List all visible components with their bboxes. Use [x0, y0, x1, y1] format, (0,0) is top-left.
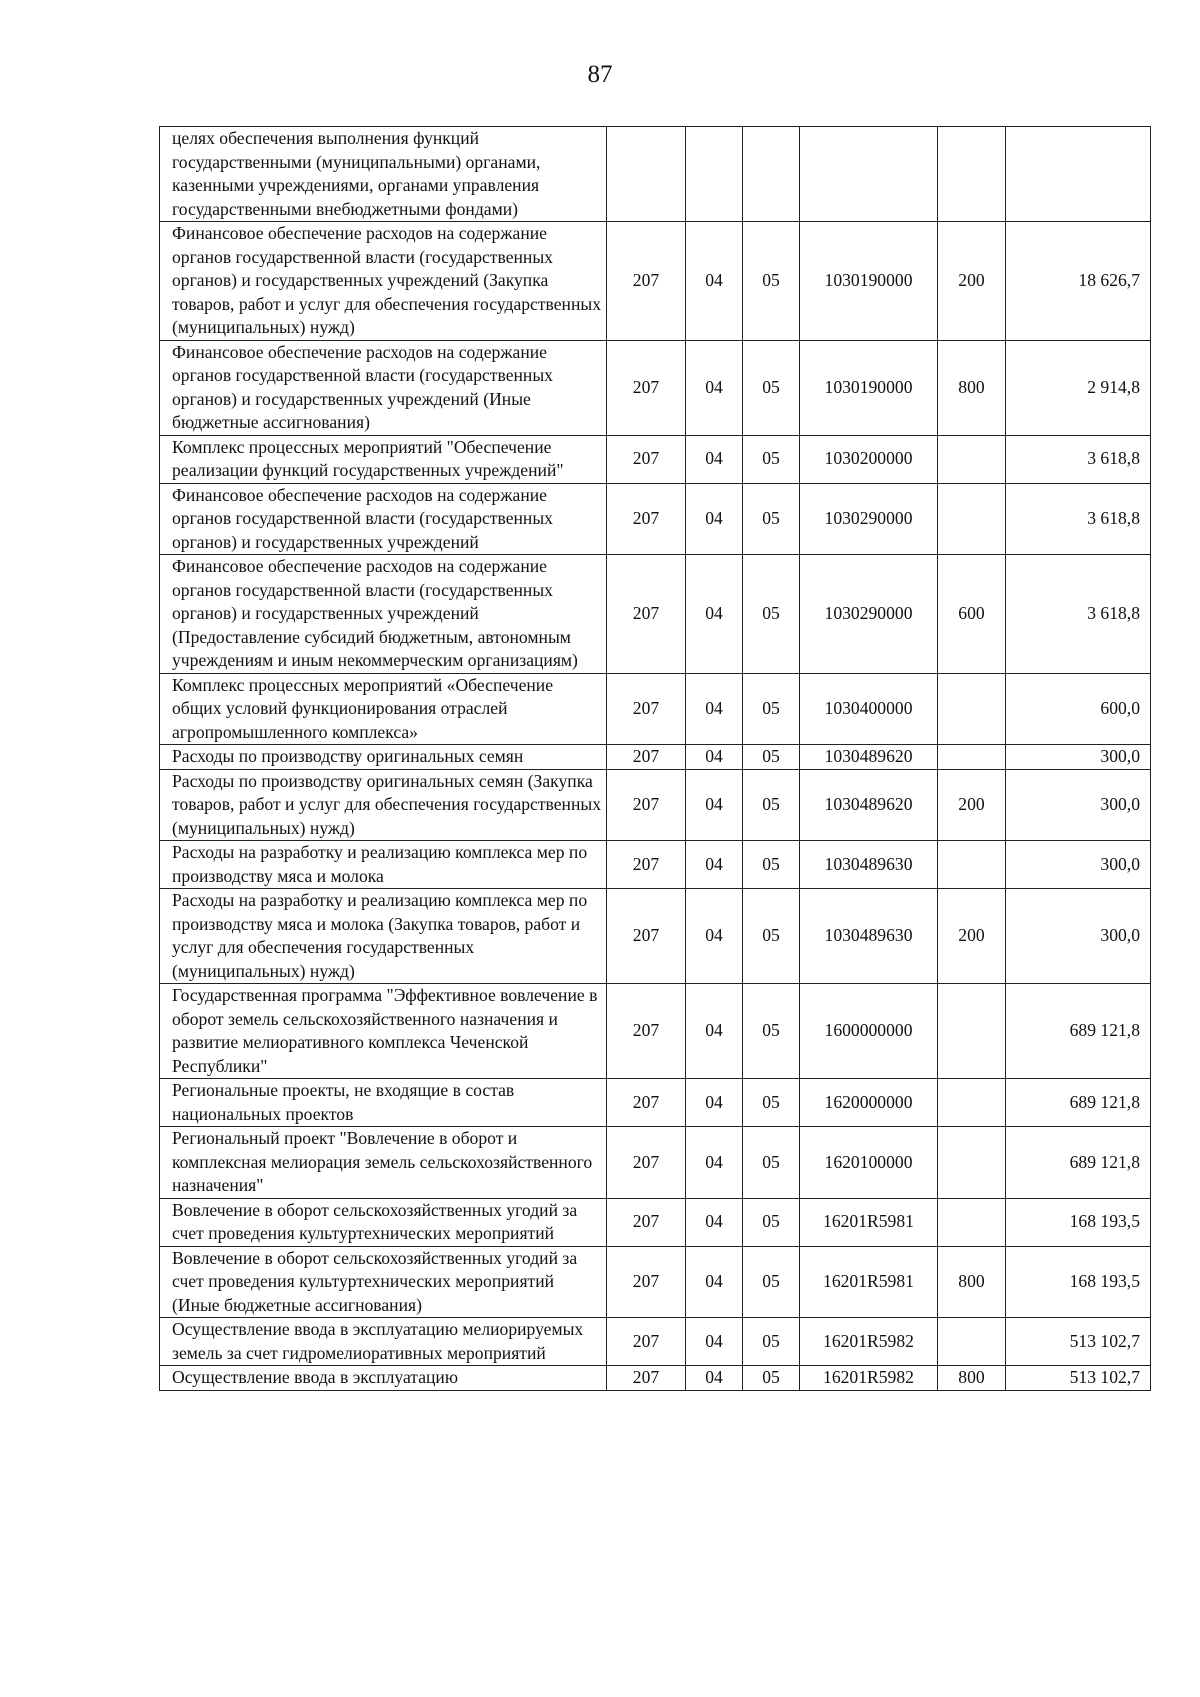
cell-subsection-code: 05: [743, 769, 800, 841]
cell-target-article-code: 16201R5982: [800, 1318, 938, 1366]
cell-name: Финансовое обеспечение расходов на содержание органов государственной власти (государственных органов) и государственных учреждений (Иные бюджетные ассигнования): [160, 340, 607, 435]
budget-table: [159, 126, 1151, 1391]
cell-expense-type-code: [938, 745, 1006, 770]
table-row: [160, 1366, 1151, 1391]
cell-subsection-code: 05: [743, 889, 800, 984]
cell-name: Осуществление ввода в эксплуатацию: [160, 1366, 607, 1391]
cell-amount: 168 193,5: [1006, 1246, 1151, 1318]
cell-expense-type-code: [938, 127, 1006, 222]
cell-section-code: 04: [686, 1079, 743, 1127]
cell-amount: 18 626,7: [1006, 222, 1151, 341]
cell-amount: 600,0: [1006, 673, 1151, 745]
cell-amount: [1006, 127, 1151, 222]
cell-expense-type-code: [938, 435, 1006, 483]
cell-expense-type-code: 200: [938, 222, 1006, 341]
cell-target-article-code: 1600000000: [800, 984, 938, 1079]
cell-grbs-code: 207: [607, 1318, 686, 1366]
cell-expense-type-code: [938, 1198, 1006, 1246]
cell-section-code: 04: [686, 483, 743, 555]
cell-grbs-code: 207: [607, 222, 686, 341]
cell-grbs-code: 207: [607, 1198, 686, 1246]
cell-grbs-code: 207: [607, 1127, 686, 1199]
cell-target-article-code: 1030489630: [800, 841, 938, 889]
table-row: [160, 1127, 1151, 1199]
cell-section-code: 04: [686, 340, 743, 435]
cell-expense-type-code: [938, 1318, 1006, 1366]
table-row: [160, 745, 1151, 770]
cell-section-code: 04: [686, 1127, 743, 1199]
cell-expense-type-code: 800: [938, 340, 1006, 435]
cell-section-code: 04: [686, 435, 743, 483]
cell-name: Государственная программа "Эффективное вовлечение в оборот земель сельскохозяйственного назначения и развитие мелиоративного комплекса Чеченской Республики": [160, 984, 607, 1079]
cell-amount: 300,0: [1006, 841, 1151, 889]
table-row: [160, 673, 1151, 745]
cell-section-code: 04: [686, 769, 743, 841]
table-row: [160, 769, 1151, 841]
cell-subsection-code: 05: [743, 841, 800, 889]
cell-name: Расходы на разработку и реализацию комплекса мер по производству мяса и молока: [160, 841, 607, 889]
cell-section-code: 04: [686, 1246, 743, 1318]
cell-section-code: 04: [686, 673, 743, 745]
cell-name: Вовлечение в оборот сельскохозяйственных угодий за счет проведения культуртехнических мероприятий (Иные бюджетные ассигнования): [160, 1246, 607, 1318]
table-row: [160, 1079, 1151, 1127]
cell-grbs-code: 207: [607, 1366, 686, 1391]
cell-subsection-code: 05: [743, 1318, 800, 1366]
cell-subsection-code: 05: [743, 745, 800, 770]
cell-expense-type-code: [938, 483, 1006, 555]
cell-amount: 689 121,8: [1006, 984, 1151, 1079]
cell-amount: 300,0: [1006, 889, 1151, 984]
cell-target-article-code: 1030190000: [800, 340, 938, 435]
cell-grbs-code: 207: [607, 340, 686, 435]
cell-expense-type-code: 200: [938, 889, 1006, 984]
page-number: 87: [587, 61, 613, 88]
cell-name: Региональные проекты, не входящие в состав национальных проектов: [160, 1079, 607, 1127]
cell-subsection-code: 05: [743, 673, 800, 745]
cell-target-article-code: 1030290000: [800, 483, 938, 555]
table-row: [160, 889, 1151, 984]
cell-amount: 689 121,8: [1006, 1127, 1151, 1199]
cell-amount: 2 914,8: [1006, 340, 1151, 435]
cell-amount: 3 618,8: [1006, 435, 1151, 483]
cell-name: Расходы по производству оригинальных семян: [160, 745, 607, 770]
cell-subsection-code: 05: [743, 340, 800, 435]
cell-name: Комплекс процессных мероприятий "Обеспечение реализации функций государственных учреждений": [160, 435, 607, 483]
cell-section-code: 04: [686, 841, 743, 889]
table-body: [160, 127, 1151, 1391]
cell-expense-type-code: [938, 1127, 1006, 1199]
cell-target-article-code: 1620000000: [800, 1079, 938, 1127]
cell-name: Вовлечение в оборот сельскохозяйственных угодий за счет проведения культуртехнических мероприятий: [160, 1198, 607, 1246]
cell-name: Комплекс процессных мероприятий «Обеспечение общих условий функционирования отраслей агропромышленного комплекса»: [160, 673, 607, 745]
cell-name: Осуществление ввода в эксплуатацию мелиорируемых земель за счет гидромелиоративных мероприятий: [160, 1318, 607, 1366]
cell-subsection-code: 05: [743, 1127, 800, 1199]
cell-name: Финансовое обеспечение расходов на содержание органов государственной власти (государственных органов) и государственных учреждений (Предоставление субсидий бюджетным, автономным учреждениям и иным некоммерческим организациям): [160, 555, 607, 674]
table-row: [160, 1246, 1151, 1318]
table-row: [160, 841, 1151, 889]
cell-grbs-code: 207: [607, 841, 686, 889]
cell-expense-type-code: 200: [938, 769, 1006, 841]
table-row: [160, 483, 1151, 555]
cell-target-article-code: 1620100000: [800, 1127, 938, 1199]
cell-subsection-code: 05: [743, 1079, 800, 1127]
cell-name: целях обеспечения выполнения функций государственными (муниципальными) органами, казенными учреждениями, органами управления государственными внебюджетными фондами): [160, 127, 607, 222]
cell-target-article-code: 1030290000: [800, 555, 938, 674]
cell-section-code: 04: [686, 555, 743, 674]
cell-amount: 513 102,7: [1006, 1318, 1151, 1366]
cell-amount: 300,0: [1006, 745, 1151, 770]
cell-section-code: 04: [686, 1366, 743, 1391]
cell-amount: 168 193,5: [1006, 1198, 1151, 1246]
cell-target-article-code: 1030200000: [800, 435, 938, 483]
cell-target-article-code: 1030190000: [800, 222, 938, 341]
cell-section-code: [686, 127, 743, 222]
cell-subsection-code: 05: [743, 555, 800, 674]
cell-subsection-code: 05: [743, 1198, 800, 1246]
cell-subsection-code: 05: [743, 435, 800, 483]
cell-name: Финансовое обеспечение расходов на содержание органов государственной власти (государственных органов) и государственных учреждений: [160, 483, 607, 555]
cell-amount: 689 121,8: [1006, 1079, 1151, 1127]
cell-name: Расходы на разработку и реализацию комплекса мер по производству мяса и молока (Закупка товаров, работ и услуг для обеспечения государственных (муниципальных) нужд): [160, 889, 607, 984]
table-row: [160, 1198, 1151, 1246]
cell-section-code: 04: [686, 745, 743, 770]
cell-grbs-code: 207: [607, 435, 686, 483]
table-row: [160, 435, 1151, 483]
table-row: [160, 555, 1151, 674]
cell-target-article-code: 16201R5981: [800, 1246, 938, 1318]
cell-subsection-code: 05: [743, 1246, 800, 1318]
cell-target-article-code: 16201R5981: [800, 1198, 938, 1246]
cell-grbs-code: 207: [607, 483, 686, 555]
cell-expense-type-code: [938, 673, 1006, 745]
cell-subsection-code: 05: [743, 483, 800, 555]
cell-expense-type-code: [938, 984, 1006, 1079]
cell-name: Финансовое обеспечение расходов на содержание органов государственной власти (государственных органов) и государственных учреждений (Закупка товаров, работ и услуг для обеспечения государственных (муниципальных) нужд): [160, 222, 607, 341]
cell-amount: 300,0: [1006, 769, 1151, 841]
cell-section-code: 04: [686, 984, 743, 1079]
cell-section-code: 04: [686, 1198, 743, 1246]
cell-grbs-code: 207: [607, 1079, 686, 1127]
cell-expense-type-code: 600: [938, 555, 1006, 674]
cell-grbs-code: 207: [607, 1246, 686, 1318]
cell-subsection-code: [743, 127, 800, 222]
table-row: [160, 340, 1151, 435]
cell-grbs-code: 207: [607, 769, 686, 841]
cell-grbs-code: 207: [607, 889, 686, 984]
cell-target-article-code: 1030400000: [800, 673, 938, 745]
cell-expense-type-code: [938, 841, 1006, 889]
cell-target-article-code: 16201R5982: [800, 1366, 938, 1391]
cell-section-code: 04: [686, 222, 743, 341]
table-row: [160, 1318, 1151, 1366]
cell-target-article-code: [800, 127, 938, 222]
cell-amount: 3 618,8: [1006, 555, 1151, 674]
table-row: [160, 127, 1151, 222]
cell-expense-type-code: 800: [938, 1366, 1006, 1391]
cell-grbs-code: 207: [607, 673, 686, 745]
cell-grbs-code: 207: [607, 555, 686, 674]
cell-target-article-code: 1030489620: [800, 745, 938, 770]
cell-target-article-code: 1030489620: [800, 769, 938, 841]
cell-grbs-code: 207: [607, 984, 686, 1079]
cell-expense-type-code: [938, 1079, 1006, 1127]
cell-target-article-code: 1030489630: [800, 889, 938, 984]
cell-section-code: 04: [686, 1318, 743, 1366]
cell-subsection-code: 05: [743, 984, 800, 1079]
table-row: [160, 222, 1151, 341]
cell-section-code: 04: [686, 889, 743, 984]
cell-grbs-code: 207: [607, 745, 686, 770]
table-row: [160, 984, 1151, 1079]
cell-subsection-code: 05: [743, 222, 800, 341]
cell-amount: 513 102,7: [1006, 1366, 1151, 1391]
cell-name: Расходы по производству оригинальных семян (Закупка товаров, работ и услуг для обеспечения государственных (муниципальных) нужд): [160, 769, 607, 841]
cell-amount: 3 618,8: [1006, 483, 1151, 555]
cell-expense-type-code: 800: [938, 1246, 1006, 1318]
cell-grbs-code: [607, 127, 686, 222]
cell-subsection-code: 05: [743, 1366, 800, 1391]
cell-name: Региональный проект "Вовлечение в оборот и комплексная мелиорация земель сельскохозяйственного назначения": [160, 1127, 607, 1199]
